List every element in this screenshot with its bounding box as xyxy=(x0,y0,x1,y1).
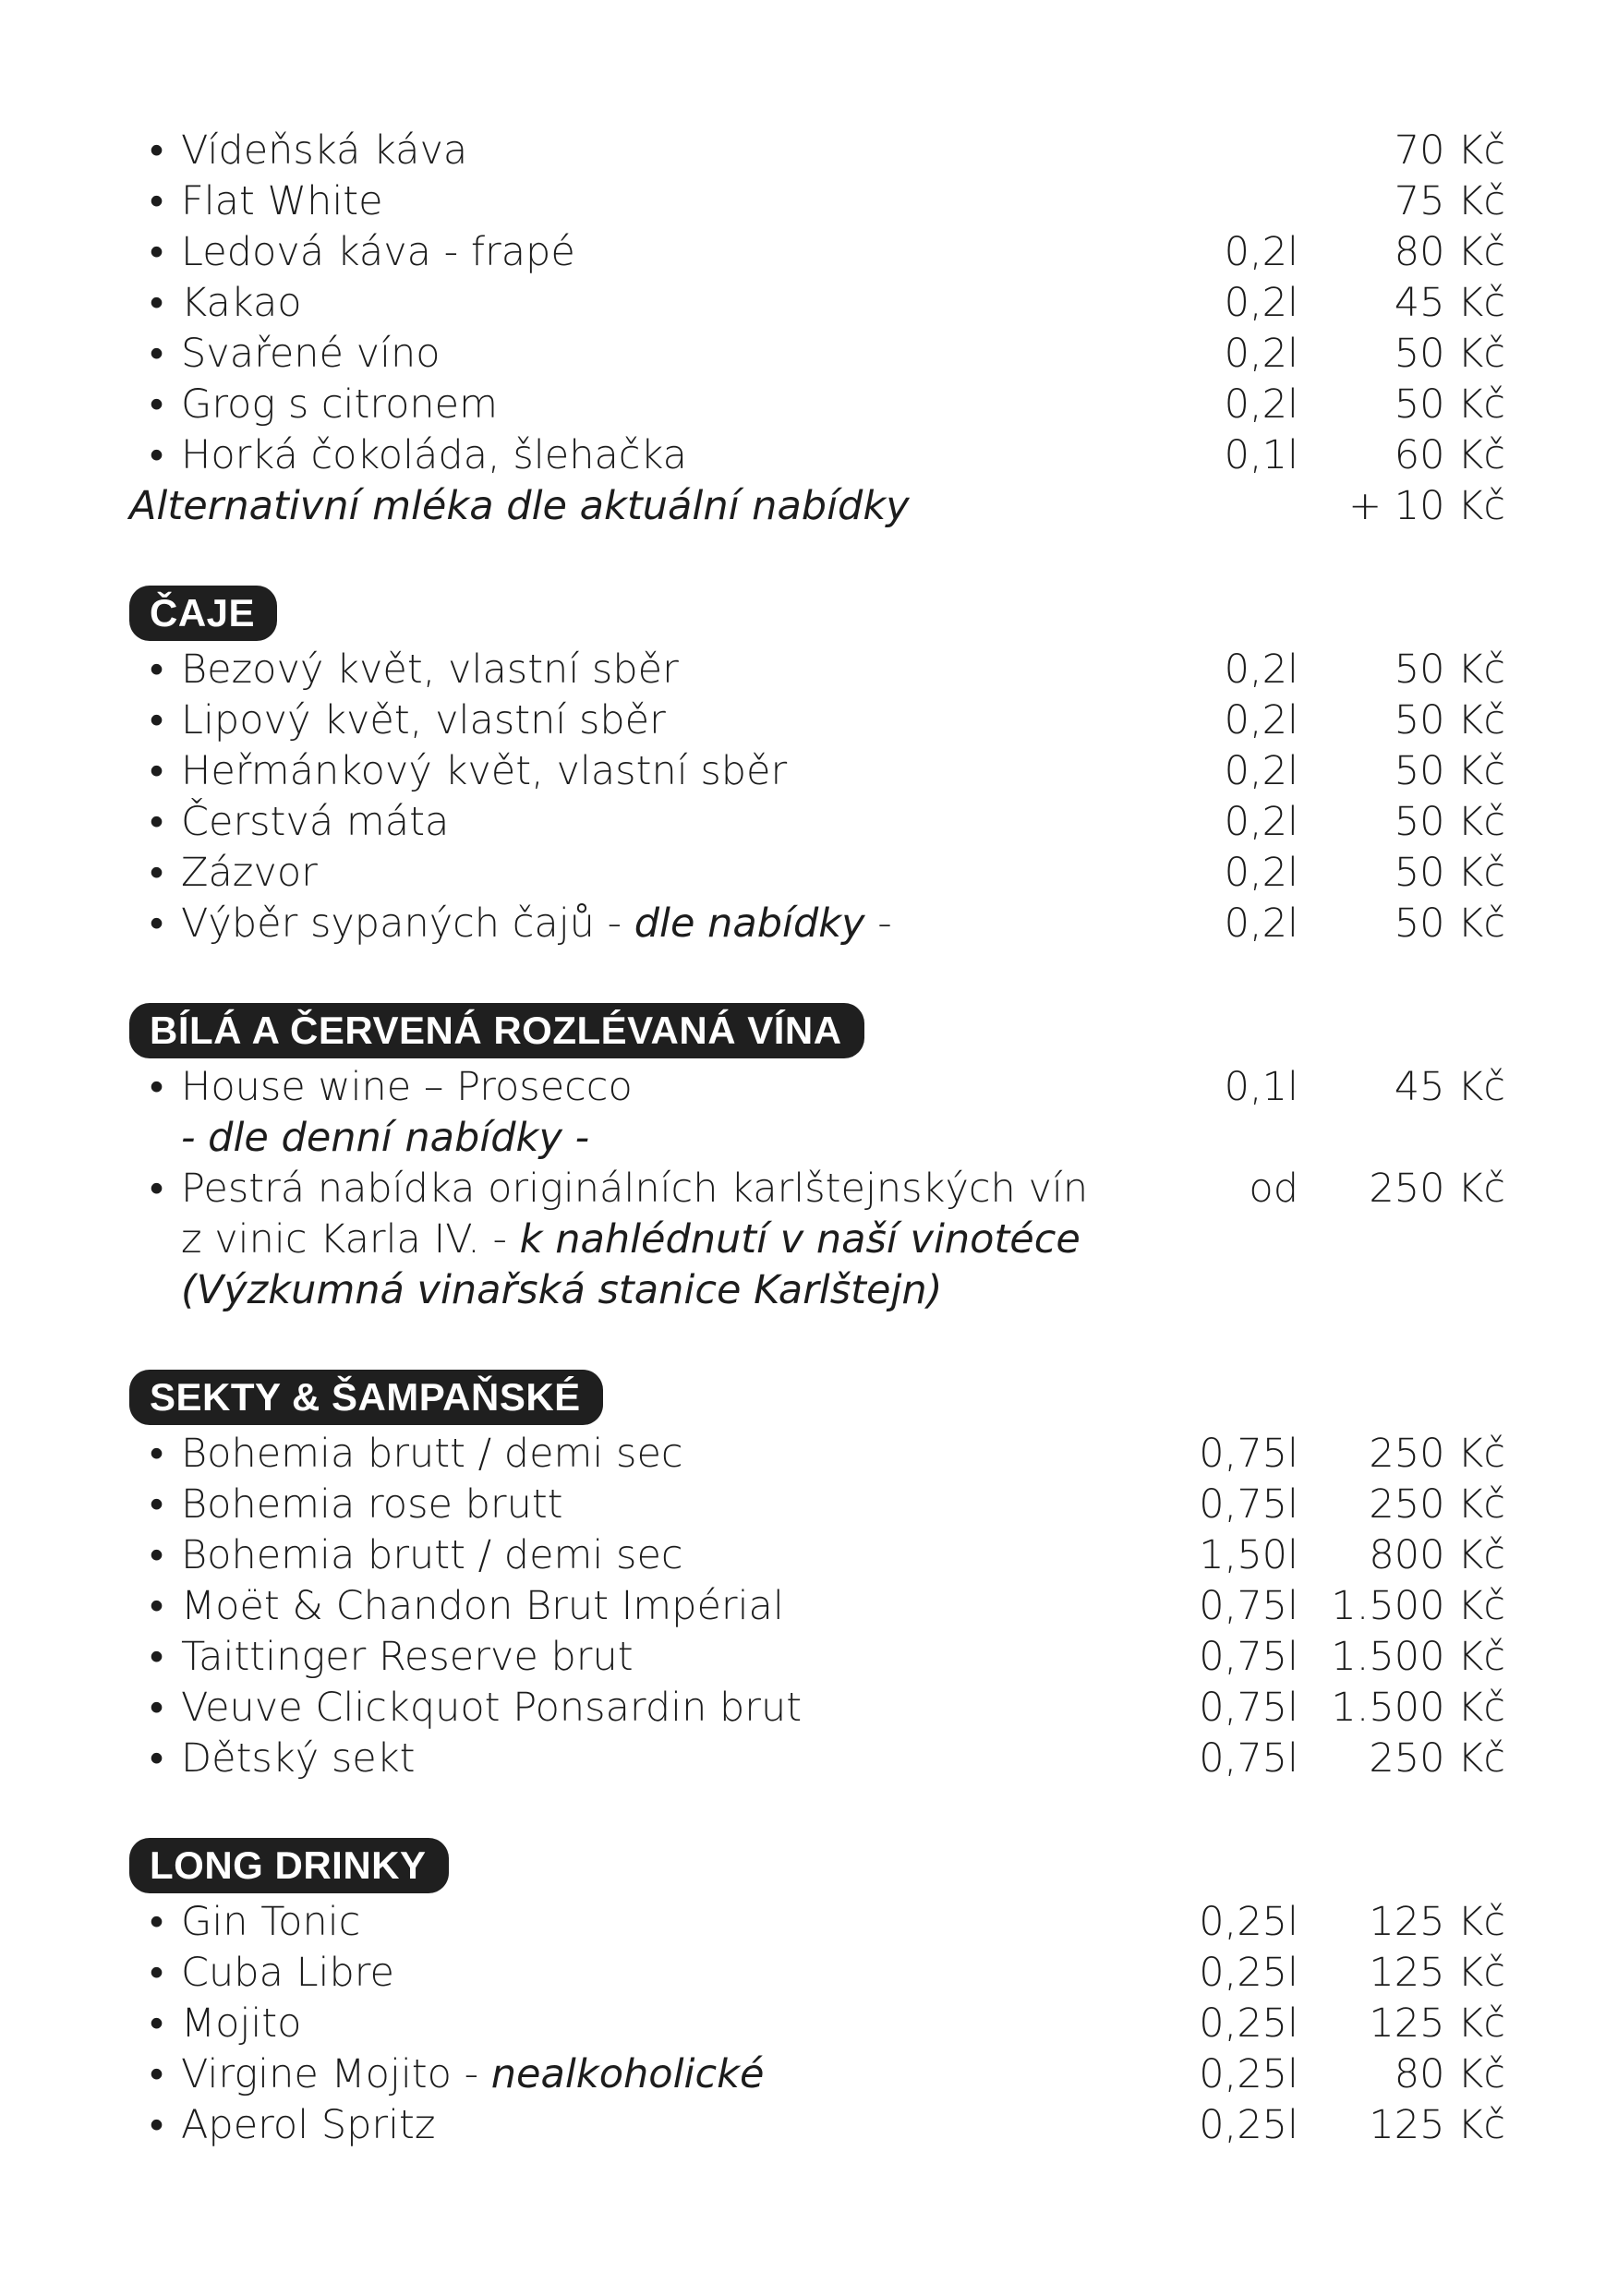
note-price: + 10 Kč xyxy=(1348,483,1505,529)
section-header: BÍLÁ A ČERVENÁ ROZLÉVANÁ VÍNA xyxy=(129,1003,864,1058)
sparkling-section xyxy=(129,1370,1505,1784)
item-name: • Bohemia brutt / demi sec xyxy=(129,1429,1151,1480)
item-name: • Svařené víno xyxy=(129,329,1151,380)
drinks-menu xyxy=(129,126,1505,2151)
item-volume: 0,75l xyxy=(1199,1634,1298,1680)
item-name: • Heřmánkový květ, vlastní sběr xyxy=(129,746,1151,797)
menu-item xyxy=(129,848,1505,899)
item-price: 50 Kč xyxy=(1394,799,1505,845)
item-name: • Taittinger Reserve brut xyxy=(129,1632,1151,1683)
item-volume: 0,2l xyxy=(1224,381,1298,428)
item-volume: 0,25l xyxy=(1199,2000,1298,2047)
item-name-plain: Virgine Mojito - xyxy=(181,2051,491,2097)
note-text: Alternativní mléka dle aktuální nabídky xyxy=(129,483,910,529)
item-name: • Grog s citronem xyxy=(129,380,1151,430)
item-price: 80 Kč xyxy=(1394,229,1505,275)
item-price: 125 Kč xyxy=(1369,2000,1505,2047)
item-name: • Cuba Libre xyxy=(129,1948,1151,1999)
item-volume: 1,50l xyxy=(1199,1532,1298,1578)
item-subtext xyxy=(129,1214,1505,1265)
item-subtext: - dle denní nabídky - xyxy=(181,1115,590,1161)
menu-item xyxy=(129,329,1505,380)
section-header: LONG DRINKY xyxy=(129,1838,449,1893)
menu-item xyxy=(129,797,1505,848)
item-volume: 0,1l xyxy=(1224,432,1298,478)
item-volume: 0,75l xyxy=(1199,1583,1298,1629)
menu-item xyxy=(129,2049,1505,2100)
item-volume: 0,25l xyxy=(1199,2102,1298,2148)
menu-item xyxy=(129,1164,1505,1214)
menu-item xyxy=(129,1530,1505,1581)
item-volume: 0,2l xyxy=(1224,647,1298,693)
item-price: 50 Kč xyxy=(1394,647,1505,693)
item-price: 250 Kč xyxy=(1369,1431,1505,1477)
item-price: 75 Kč xyxy=(1394,178,1505,224)
item-volume: 0,75l xyxy=(1199,1481,1298,1528)
item-name-plain: Výběr sypaných čajů - xyxy=(181,900,634,947)
item-name: • Zázvor xyxy=(129,848,1151,899)
item-name-suffix: - xyxy=(864,900,892,947)
item-price: 50 Kč xyxy=(1394,900,1505,947)
item-price: 60 Kč xyxy=(1394,432,1505,478)
item-name: • Veuve Clickquot Ponsardin brut xyxy=(129,1683,1151,1734)
item-name: • Bohemia rose brutt xyxy=(129,1480,1151,1530)
item-name: • Pestrá nabídka originálních karlštejnských vín xyxy=(129,1164,1151,1214)
subtext-plain: z vinic Karla IV. - xyxy=(181,1216,520,1263)
menu-item xyxy=(129,1429,1505,1480)
menu-item xyxy=(129,1632,1505,1683)
item-volume: 0,2l xyxy=(1224,748,1298,794)
item-name-italic: dle nabídky xyxy=(634,900,865,947)
item-name: • Kakao xyxy=(129,278,1151,329)
menu-item xyxy=(129,278,1505,329)
menu-item xyxy=(129,1062,1505,1113)
coffee-section xyxy=(129,126,1505,532)
item-volume: 0,75l xyxy=(1199,1685,1298,1731)
item-volume: 0,25l xyxy=(1199,1950,1298,1996)
item-volume: 0,2l xyxy=(1224,229,1298,275)
menu-item xyxy=(129,1948,1505,1999)
milk-note xyxy=(129,481,1505,532)
item-name xyxy=(129,2049,1151,2100)
item-name: • House wine – Prosecco xyxy=(129,1062,1151,1113)
menu-item xyxy=(129,645,1505,695)
item-volume: 0,2l xyxy=(1224,280,1298,326)
item-volume: od xyxy=(1249,1166,1298,1212)
item-subline xyxy=(129,1214,1505,1265)
item-price: 50 Kč xyxy=(1394,697,1505,743)
item-volume: 0,25l xyxy=(1199,2051,1298,2097)
menu-item xyxy=(129,746,1505,797)
item-price: 80 Kč xyxy=(1394,2051,1505,2097)
item-price: 250 Kč xyxy=(1369,1481,1505,1528)
menu-item xyxy=(129,1581,1505,1632)
item-price: 1.500 Kč xyxy=(1331,1634,1505,1680)
item-price: 250 Kč xyxy=(1369,1735,1505,1782)
item-price: 45 Kč xyxy=(1394,1064,1505,1110)
item-price: 50 Kč xyxy=(1394,381,1505,428)
item-name: • Bohemia brutt / demi sec xyxy=(129,1530,1151,1581)
item-volume: 0,75l xyxy=(1199,1431,1298,1477)
item-name: • Mojito xyxy=(129,1999,1151,2049)
menu-item xyxy=(129,1999,1505,2049)
item-name: • Flat White xyxy=(129,176,1151,227)
item-price: 45 Kč xyxy=(1394,280,1505,326)
item-name: • Aperol Spritz xyxy=(129,2100,1151,2151)
wines-section xyxy=(129,1003,1505,1316)
item-subline xyxy=(129,1113,1505,1164)
menu-item xyxy=(129,176,1505,227)
item-volume: 0,2l xyxy=(1224,900,1298,947)
item-price: 1.500 Kč xyxy=(1331,1583,1505,1629)
item-name xyxy=(129,899,1151,949)
menu-item xyxy=(129,1734,1505,1784)
item-name: • Moët & Chandon Brut Impérial xyxy=(129,1581,1151,1632)
item-name-italic: nealkoholické xyxy=(490,2051,765,2097)
menu-item xyxy=(129,1897,1505,1948)
item-volume: 0,25l xyxy=(1199,1899,1298,1945)
subtext-italic: k nahlédnutí v naší vinotéce xyxy=(519,1216,1081,1263)
menu-item xyxy=(129,430,1505,481)
teas-section xyxy=(129,586,1505,949)
item-price: 50 Kč xyxy=(1394,331,1505,377)
item-price: 125 Kč xyxy=(1369,2102,1505,2148)
item-price: 250 Kč xyxy=(1369,1166,1505,1212)
menu-item xyxy=(129,899,1505,949)
item-volume: 0,2l xyxy=(1224,799,1298,845)
item-subtext: (Výzkumná vinařská stanice Karlštejn) xyxy=(181,1267,943,1313)
item-volume: 0,2l xyxy=(1224,697,1298,743)
item-subline xyxy=(129,1265,1505,1316)
item-name: • Lipový květ, vlastní sběr xyxy=(129,695,1151,746)
item-volume: 0,2l xyxy=(1224,331,1298,377)
item-price: 50 Kč xyxy=(1394,850,1505,896)
item-volume: 0,2l xyxy=(1224,850,1298,896)
item-name: • Bezový květ, vlastní sběr xyxy=(129,645,1151,695)
menu-item xyxy=(129,380,1505,430)
item-price: 1.500 Kč xyxy=(1331,1685,1505,1731)
item-price: 125 Kč xyxy=(1369,1899,1505,1945)
item-name: • Gin Tonic xyxy=(129,1897,1151,1948)
menu-item xyxy=(129,1683,1505,1734)
menu-item xyxy=(129,1480,1505,1530)
item-name: • Dětský sekt xyxy=(129,1734,1151,1784)
item-volume: 0,75l xyxy=(1199,1735,1298,1782)
item-name: • Vídeňská káva xyxy=(129,126,1151,176)
item-price: 125 Kč xyxy=(1369,1950,1505,1996)
item-name: • Ledová káva - frapé xyxy=(129,227,1151,278)
menu-item xyxy=(129,126,1505,176)
menu-item xyxy=(129,227,1505,278)
item-name: • Čerstvá máta xyxy=(129,797,1151,848)
item-price: 70 Kč xyxy=(1394,127,1505,174)
item-name: • Horká čokoláda, šlehačka xyxy=(129,430,1151,481)
menu-item xyxy=(129,2100,1505,2151)
section-header: ČAJE xyxy=(129,586,277,641)
item-price: 800 Kč xyxy=(1369,1532,1505,1578)
section-header: SEKTY & ŠAMPAŇSKÉ xyxy=(129,1370,603,1425)
item-price: 50 Kč xyxy=(1394,748,1505,794)
item-volume: 0,1l xyxy=(1224,1064,1298,1110)
longdrinks-section xyxy=(129,1838,1505,2151)
menu-item xyxy=(129,695,1505,746)
